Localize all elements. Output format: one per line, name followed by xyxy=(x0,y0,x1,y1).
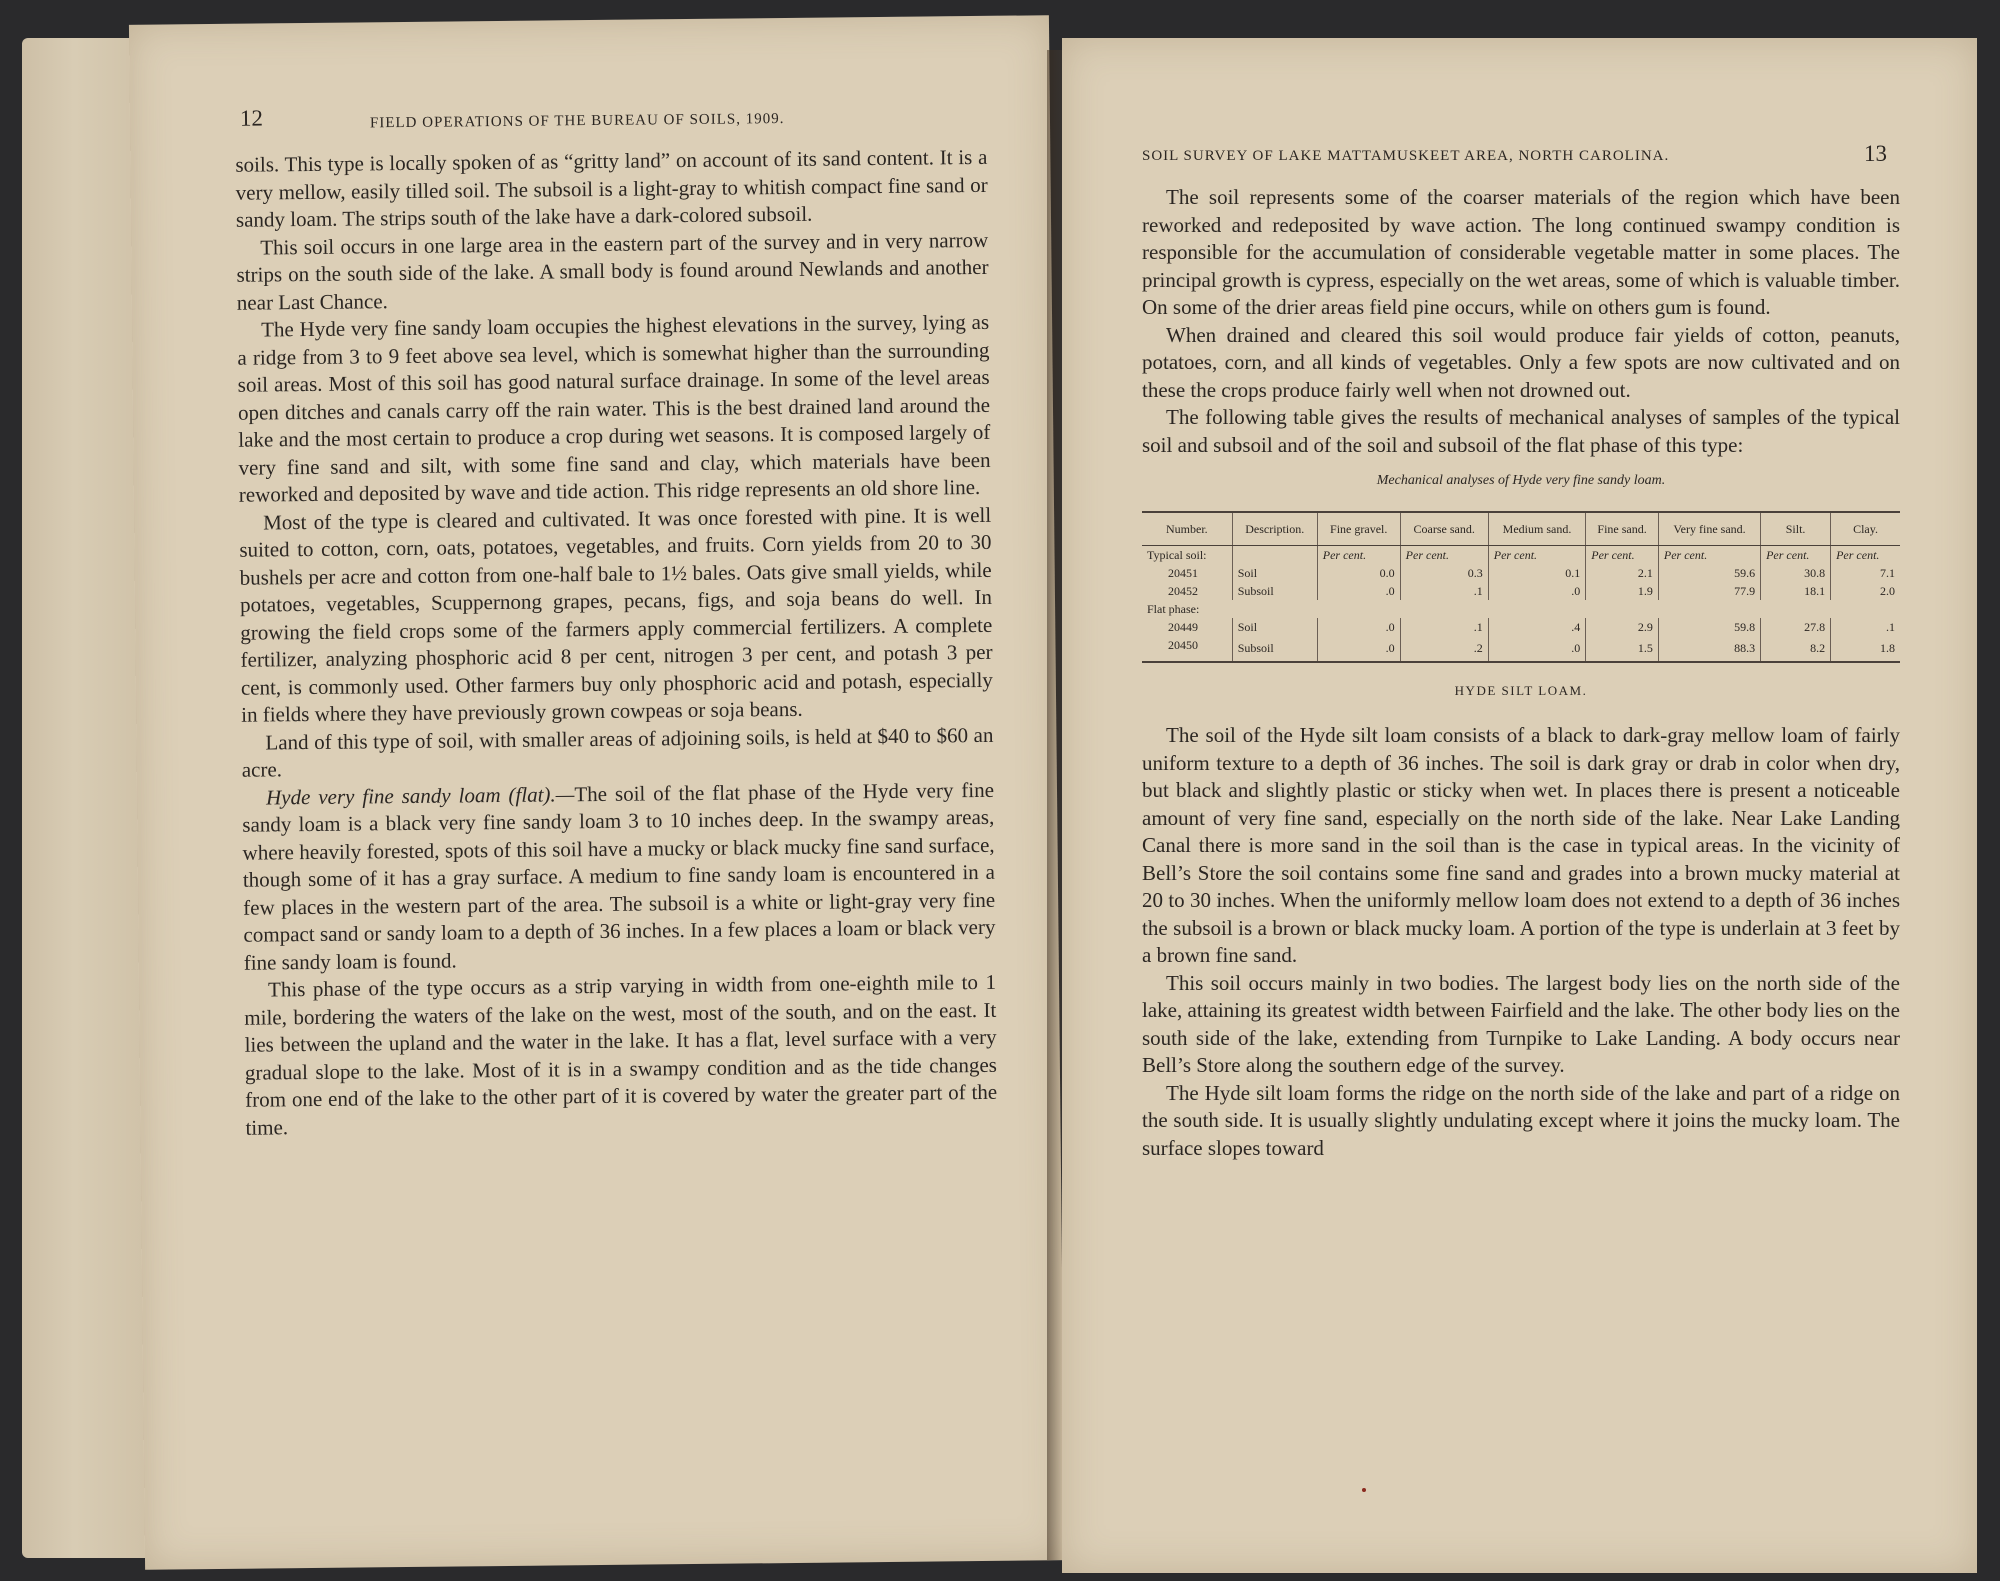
cell: .0 xyxy=(1317,618,1400,636)
section-heading: HYDE SILT LOAM. xyxy=(1454,682,1588,698)
cell: 59.8 xyxy=(1658,618,1760,636)
unit: Per cent. xyxy=(1586,545,1659,564)
cell: 88.3 xyxy=(1658,636,1760,662)
sample-number: 20451 xyxy=(1168,565,1198,580)
col-coarse-sand: Coarse sand. xyxy=(1400,512,1488,546)
flat-phase-heading: Hyde very fine sandy loam (flat).— xyxy=(265,781,575,809)
sample-description: Soil xyxy=(1232,618,1317,636)
paragraph: The following table gives the results of mechanical analyses of samples of the typical soil and subsoil and of the soil and subsoil of the flat phase of this type: xyxy=(1142,405,1900,457)
group-label: Flat phase: xyxy=(1147,601,1200,616)
paragraph: The Hyde very fine sandy loam occupies the highest elevations in the survey, lying as a ridge from 3 to 9 feet above sea level, which is somewhat higher than the surrounding soil areas. Most of this soil has good natural surface drainage. In some of the level areas open ditches and canals carry off the rain water. This is the best drained land around the lake and the most certain to produce a crop during wet seasons. It is composed largely of very fine sand and silt, with some fine sand and clay, which materials have been reworked and deposited by wave and tide action. This ridge represents an old shore line. xyxy=(237,309,991,507)
cell: 0.1 xyxy=(1488,564,1586,582)
cell: 1.8 xyxy=(1831,636,1900,662)
left-page-number: 12 xyxy=(239,105,264,131)
table-group-row xyxy=(1142,600,1900,618)
cell: .0 xyxy=(1317,636,1400,662)
col-very-fine-sand: Very fine sand. xyxy=(1658,512,1760,546)
cell: 2.1 xyxy=(1586,564,1659,582)
paragraph-flat-phase xyxy=(242,776,996,976)
col-description: Description. xyxy=(1232,512,1317,546)
mechanical-analyses-table xyxy=(1142,511,1900,663)
cell: .1 xyxy=(1831,618,1900,636)
paragraph: The soil represents some of the coarser materials of the region which have been reworked and redeposited by wave action. The long continued swampy condition is responsible for the accumulation of considerable vegetable matter in some places. The principal growth is cypress, especially on the wet areas, some of which is valuable timber. On some of the drier areas field pine occurs, while on others gum is found. xyxy=(1142,185,1900,319)
sample-description: Subsoil xyxy=(1232,582,1317,600)
paragraph: This soil occurs in one large area in the eastern part of the survey and in very narrow strips on the south side of the lake. A small body is found around Newlands and another near Last Chance. xyxy=(236,227,989,315)
left-running-head: FIELD OPERATIONS OF THE BUREAU OF SOILS, 1909. xyxy=(369,111,785,132)
paragraph: This phase of the type occurs as a strip varying in width from one-eighth mile to 1 mile, bordering the waters of the lake on the west, most of the south, and on the east. It lies between the upland and the water in the lake. It has a flat, level surface with a very gradual slope to the lake. Most of it is in a swampy condition and as the tide changes from one end of the lake to the other part of it is covered by water the greater part of the time. xyxy=(244,969,998,1140)
unit: Per cent. xyxy=(1400,545,1488,564)
group-label: Typical soil: xyxy=(1147,547,1207,562)
unit: Per cent. xyxy=(1317,545,1400,564)
unit: Per cent. xyxy=(1658,545,1760,564)
cell: .0 xyxy=(1317,582,1400,600)
open-book xyxy=(22,20,1977,1570)
paragraph: The Hyde silt loam forms the ridge on the north side of the lake and part of a ridge on the south side. It is usually slightly undulating except where it joins the mucky loam. The surface slopes toward xyxy=(1142,1080,1900,1160)
cell: .4 xyxy=(1488,618,1586,636)
cell: 1.9 xyxy=(1586,582,1659,600)
paragraph: This soil occurs mainly in two bodies. The largest body lies on the north side of the lake, attaining its greatest width between Fairfield and the lake. The other body lies on the south side of the lake, extending from Turnpike to Lake Landing. A body occurs near Bell’s Store along the southern edge of the survey. xyxy=(1142,970,1900,1077)
table-header-row xyxy=(1142,512,1900,546)
unit: Per cent. xyxy=(1831,545,1900,564)
cell: 27.8 xyxy=(1761,618,1831,636)
sample-number: 20449 xyxy=(1168,619,1198,634)
cell: .2 xyxy=(1400,636,1488,662)
col-fine-sand: Fine sand. xyxy=(1586,512,1659,546)
table-row xyxy=(1142,618,1900,636)
paper-spot xyxy=(1362,1488,1366,1492)
cell: 2.0 xyxy=(1831,582,1900,600)
paragraph: When drained and cleared this soil would produce fair yields of cotton, peanuts, potatoes, corn, and all kinds of vegetables. Only a few spots are now cultivated and on these the crops produce fairly well when not drowned out. xyxy=(1142,322,1900,402)
cell: .0 xyxy=(1488,636,1586,662)
paragraph: Land of this type of soil, with smaller areas of adjoining soils, is held at $40 to $60 an acre. xyxy=(241,722,994,782)
unit: Per cent. xyxy=(1488,545,1586,564)
cell: 0.3 xyxy=(1400,564,1488,582)
paragraph: The soil of the Hyde silt loam consists of a black to dark-gray mellow loam of fairly uniform texture to a depth of 36 inches. The soil is dark gray or drab in color when dry, but black and slightly plastic or sticky when wet. In places there is present a noticeable amount of very fine sand, especially on the north side of the lake. Near Lake Landing Canal there is more sand in the soil than is the case in typical areas. In the vicinity of Bell’s Store the soil contains some fine sand and grades into a brown mucky material at 20 to 30 inches. When the uniformly mellow loam does not extend to a depth of 36 inches the subsoil is a brown or black mucky loam. A portion of the type is underlain at 3 feet by a brown fine sand. xyxy=(1142,723,1900,967)
table-row xyxy=(1142,582,1900,600)
cell: 30.8 xyxy=(1761,564,1831,582)
cell: .1 xyxy=(1400,582,1488,600)
cell: 2.9 xyxy=(1586,618,1659,636)
cell: 7.1 xyxy=(1831,564,1900,582)
sample-description: Soil xyxy=(1232,564,1317,582)
unit: Per cent. xyxy=(1761,545,1831,564)
cell: 18.1 xyxy=(1761,582,1831,600)
col-clay: Clay. xyxy=(1831,512,1900,546)
paragraph: Most of the type is cleared and cultivated. It was once forested with pine. It is well suited to cotton, corn, oats, potatoes, vegetables, and fruits. Corn yields from 20 to 30 bushels per acre and cotton from one-half bale to 1½ bales. Oats give small yields, while potatoes, vegetables, Scuppernong grapes, pecans, figs, and soja beans do well. In growing the field crops some of the farmers apply commercial fertilizers. A complete fertilizer, analyzing phosphoric acid 8 per cent, nitrogen 3 per cent, and potash 3 per cent, is commonly used. Other farmers buy only phosphoric acid and potash, especially in fields where they have previously grown cowpeas or soja beans. xyxy=(239,502,993,727)
table-group-row xyxy=(1142,545,1900,564)
table-row xyxy=(1142,564,1900,582)
left-page-body xyxy=(235,144,997,1142)
right-running-head: SOIL SURVEY OF LAKE MATTAMUSKEET AREA, NORTH CAROLINA. xyxy=(1142,148,1670,164)
table-caption: Mechanical analyses of Hyde very fine sandy loam. xyxy=(1376,473,1666,488)
sample-number: 20452 xyxy=(1168,583,1198,598)
cell: 8.2 xyxy=(1761,636,1831,662)
cell: 77.9 xyxy=(1658,582,1760,600)
flat-phase-text: The soil of the flat phase of the Hyde very fine sandy loam is a black very fine sandy loam 3 to 10 inches deep. In the swampy areas, where heavily forested, spots of this soil have a mucky or black mucky fine sand surface, though some of it has a gray surface. A medium to fine sandy loam is encountered in a few places in the western part of the area. The subsoil is a white or light-gray very fine compact sand or sandy loam to a depth of 36 inches. In a few places a loam or black very fine sandy loam is found. xyxy=(242,777,996,975)
sample-description: Subsoil xyxy=(1232,636,1317,662)
sample-number: 20450 xyxy=(1168,637,1198,652)
left-page xyxy=(129,15,1065,1570)
right-page-body xyxy=(1142,184,1900,1162)
table-row xyxy=(1142,636,1900,662)
col-number: Number. xyxy=(1142,512,1232,546)
cell: .0 xyxy=(1488,582,1586,600)
col-medium-sand: Medium sand. xyxy=(1488,512,1586,546)
col-fine-gravel: Fine gravel. xyxy=(1317,512,1400,546)
cell: 0.0 xyxy=(1317,564,1400,582)
cell: .1 xyxy=(1400,618,1488,636)
right-page-number: 13 xyxy=(1864,141,1887,166)
cell: 59.6 xyxy=(1658,564,1760,582)
cell: 1.5 xyxy=(1586,636,1659,662)
right-page xyxy=(1062,38,1977,1573)
paragraph: soils. This type is locally spoken of as “gritty land” on account of its sand content. It is a very mellow, easily tilled soil. The subsoil is a light-gray to whitish compact fine sand or sandy loam. The strips south of the lake have a dark-colored subsoil. xyxy=(235,144,988,232)
col-silt: Silt. xyxy=(1761,512,1831,546)
